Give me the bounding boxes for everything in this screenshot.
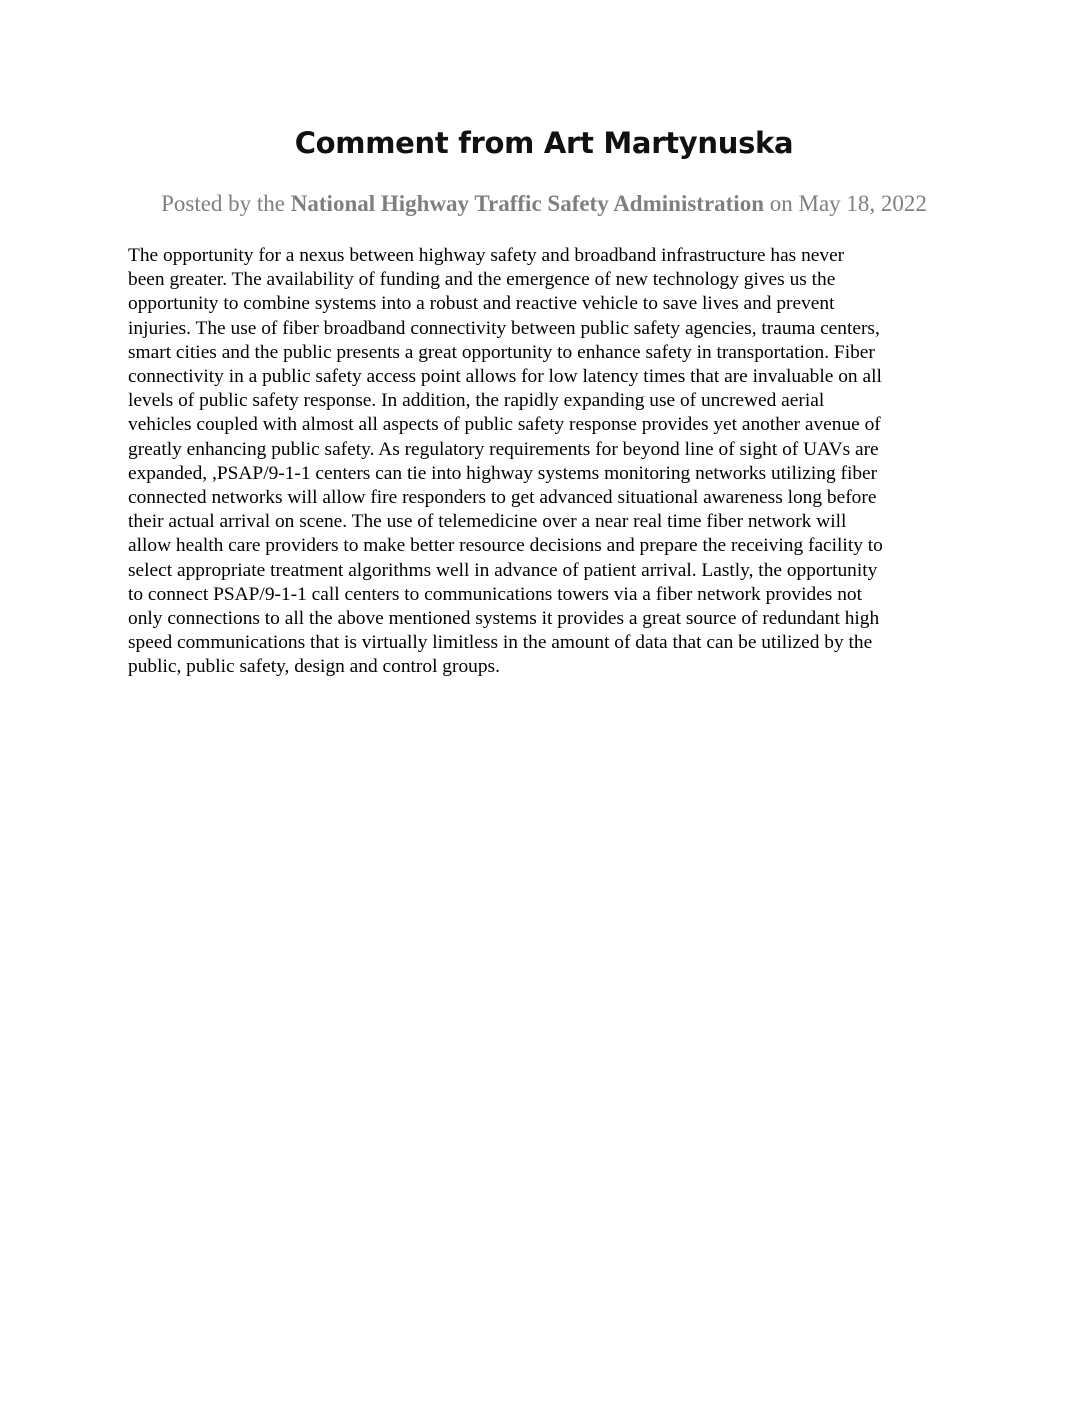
- posted-date: on May 18, 2022: [764, 191, 927, 216]
- posted-by-line: [0, 191, 1088, 217]
- body-line: opportunity to combine systems into a robust and reactive vehicle to save lives and prevent: [128, 293, 835, 315]
- body-line: been greater. The availability of funding and the emergence of new technology gives us the: [128, 269, 836, 291]
- comment-body: [128, 244, 973, 680]
- body-line: connectivity in a public safety access point allows for low latency times that are invaluable on all: [128, 366, 882, 388]
- body-line: smart cities and the public presents a great opportunity to enhance safety in transportation. Fiber: [128, 341, 875, 363]
- body-line: allow health care providers to make better resource decisions and prepare the receiving facility to: [128, 535, 883, 557]
- body-line: vehicles coupled with almost all aspects of public safety response provides yet another avenue of: [128, 414, 881, 436]
- body-line: public, public safety, design and control groups.: [128, 656, 500, 678]
- body-line: connected networks will allow fire responders to get advanced situational awareness long before: [128, 487, 877, 509]
- body-line: to connect PSAP/9-1-1 call centers to communications towers via a fiber network provides not: [128, 583, 862, 605]
- agency-name: National Highway Traffic Safety Administration: [290, 191, 764, 216]
- body-line: greatly enhancing public safety. As regulatory requirements for beyond line of sight of UAVs are: [128, 438, 879, 460]
- body-line: their actual arrival on scene. The use of telemedicine over a near real time fiber network will: [128, 511, 847, 533]
- body-line: injuries. The use of fiber broadband connectivity between public safety agencies, trauma centers,: [128, 317, 880, 339]
- posted-prefix: Posted by the: [161, 191, 291, 216]
- body-line: levels of public safety response. In addition, the rapidly expanding use of uncrewed aerial: [128, 390, 825, 412]
- body-line: only connections to all the above mentioned systems it provides a great source of redundant high: [128, 608, 880, 630]
- page-title: Comment from Art Martynuska: [294, 126, 794, 160]
- body-line: The opportunity for a nexus between highway safety and broadband infrastructure has never: [128, 245, 845, 266]
- body-line: select appropriate treatment algorithms well in advance of patient arrival. Lastly, the opportunity: [128, 559, 878, 581]
- body-line: speed communications that is virtually limitless in the amount of data that can be utilized by the: [128, 632, 873, 654]
- body-line: expanded, ,PSAP/9-1-1 centers can tie into highway systems monitoring networks utilizing fiber: [128, 462, 878, 484]
